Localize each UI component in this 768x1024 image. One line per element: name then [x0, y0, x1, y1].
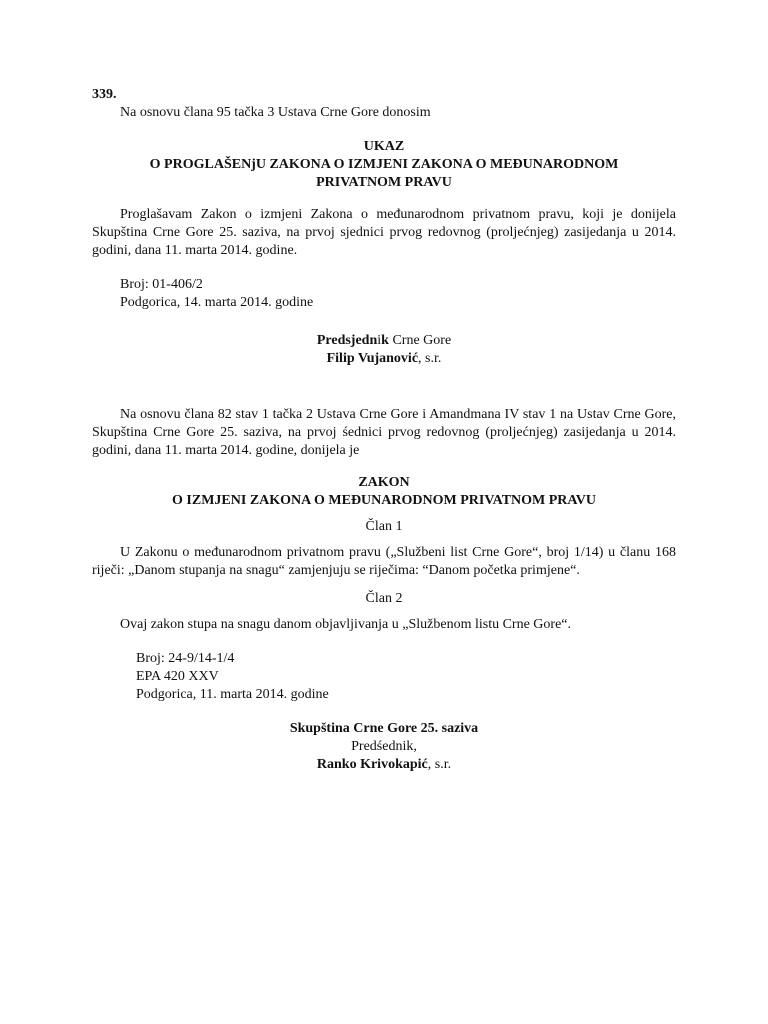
- president-line: [92, 756, 676, 774]
- signer-title-rest: Crne Gore: [388, 333, 452, 348]
- decree-body: Proglašavam Zakon o izmjeni Zakona o međunarodnom privatnom pravu, koji je donijela Skupština Crne Gore 25. saziva, na prvoj sjednici prvog redovnog (proljećnjeg) zasijedanja u 2014. godini, dana 11. marta 2014. godine.: [92, 207, 676, 258]
- decree-title: [92, 138, 676, 192]
- article-2-text: Ovaj zakon stupa na snagu danom objavljivanja u „Službenom listu Crne Gore“.: [120, 617, 572, 632]
- law-epa: EPA 420 XXV: [136, 669, 219, 684]
- law-title-line-2: O IZMJENI ZAKONA O MEĐUNARODNOM PRIVATNOM PRAVU: [172, 493, 596, 508]
- law-signature: [92, 720, 676, 774]
- president-name: Ranko Krivokapić: [316, 757, 428, 772]
- article-2-heading: Član 2: [365, 591, 403, 606]
- document-page: [92, 86, 676, 774]
- decree-title-line-3: PRIVATNOM PRAVU: [316, 175, 452, 190]
- law-broj: Broj: 24-9/14-1/4: [136, 651, 235, 666]
- article-1-text: U Zakonu o međunarodnom privatnom pravu („Službeni list Crne Gore“, broj 1/14) u članu 168 riječi: „Danom stupanja na snagu“ zamjenjuju se riječima: “Danom početka primjene“.: [92, 545, 676, 578]
- law-place-date: Podgorica, 11. marta 2014. godine: [136, 687, 329, 702]
- decree-intro: Na osnovu člana 95 tačka 3 Ustava Crne Gore donosim: [120, 105, 431, 120]
- law-reference: [92, 650, 676, 704]
- signer-suffix: , s.r.: [418, 351, 442, 366]
- signer-title-bold-1: Predsjedn: [316, 333, 378, 348]
- decree-signature: [92, 332, 676, 368]
- decree-reference: [92, 276, 676, 312]
- president-suffix: , s.r.: [427, 757, 452, 772]
- signer-title-bold-2: k: [381, 333, 389, 348]
- law-intro: Na osnovu člana 82 stav 1 tačka 2 Ustava Crne Gore i Amandmana IV stav 1 na Ustav Crne Gore, Skupština Crne Gore 25. saziva, na prvoj śednici prvog redovnog (proljećnjeg) zasijedanja u 2014. godini, dana 11. marta 2014. godine, donijela je: [92, 407, 676, 458]
- signer-title: [92, 332, 676, 350]
- decree-place-date: Podgorica, 14. marta 2014. godine: [120, 295, 314, 310]
- decree-title-line-1: UKAZ: [363, 139, 405, 154]
- decree-title-line-2: O PROGLAŠENjU ZAKONA O IZMJENI ZAKONA O MEĐUNARODNOM: [149, 157, 619, 172]
- signer-name: Filip Vujanović: [326, 351, 419, 366]
- decree-broj: Broj: 01-406/2: [120, 277, 203, 292]
- assembly-name: Skupština Crne Gore 25. saziva: [289, 721, 479, 736]
- law-title: [92, 474, 676, 510]
- decree-number: 339.: [92, 87, 117, 102]
- article-1-heading: Član 1: [365, 519, 403, 534]
- signer-line: [92, 350, 676, 368]
- president-title: Predśednik,: [351, 739, 417, 754]
- law-title-line-1: ZAKON: [358, 475, 410, 490]
- signer-title-normal: i: [377, 333, 382, 348]
